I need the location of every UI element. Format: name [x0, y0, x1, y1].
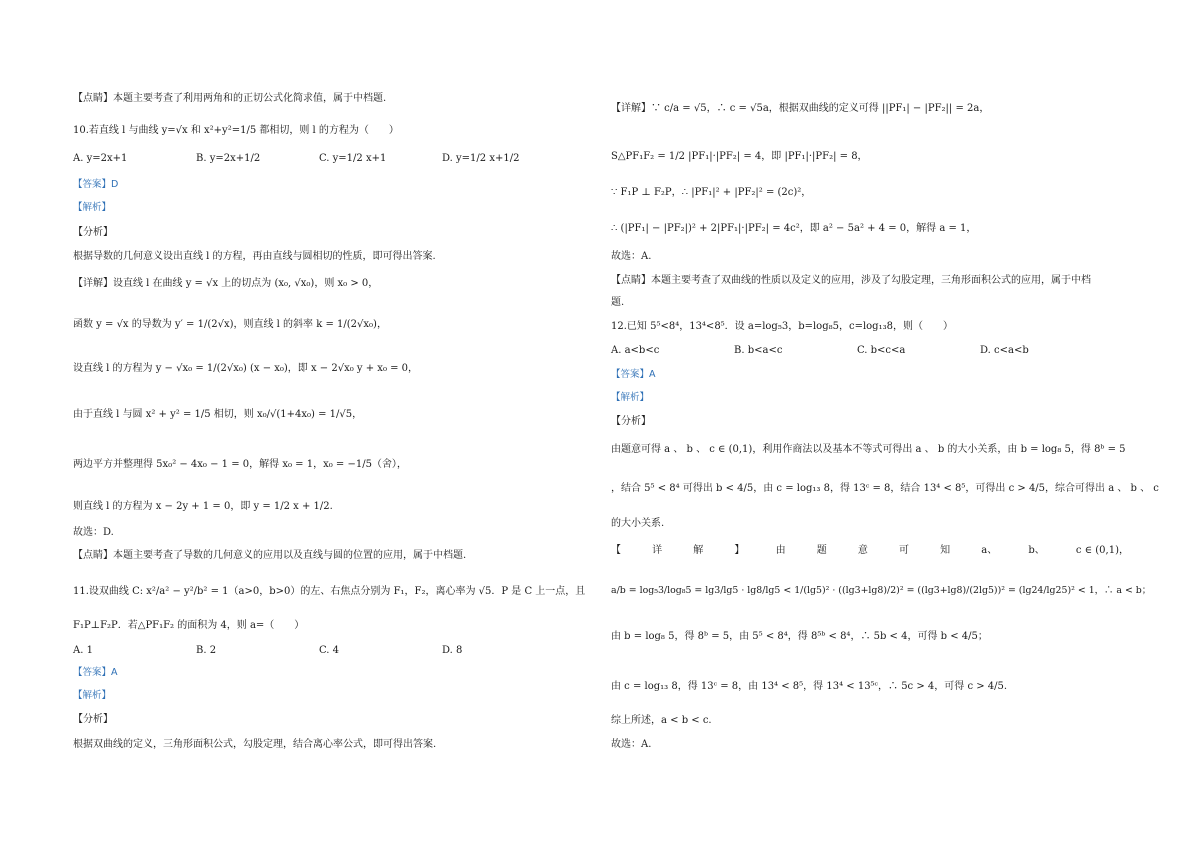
q10-detail-4: 由于直线 l 与圆 x² + y² = 1/5 相切，则 x₀/√(1+4x₀) = 1/√5，: [73, 409, 363, 420]
q10-stem: 10.若直线 l 与曲线 y=√x 和 x²+y²=1/5 都相切，则 l 的方程为（ ）: [73, 125, 399, 136]
q12-summary: 综上所述，a < b < c.: [611, 715, 712, 726]
q11-detail-2: S△PF₁F₂ = 1/2 |PF₁|·|PF₂| = 4，即 |PF₁|·|PF₂| = 8，: [611, 151, 868, 162]
q11-stem-2: F₁P⊥F₂P．若△PF₁F₂ 的面积为 4，则 a=（ ）: [73, 620, 305, 631]
q12-fenxi-2: ，结合 5⁵ < 8⁴ 可得出 b < 4/5，由 c = log₁₃ 8，得 13ᶜ = 8，结合 13⁴ < 8⁵，可得出 c > 4/5，综合可得出 a 、 b 、 c: [611, 483, 1159, 494]
q10-answer: 【答案】D: [73, 179, 119, 190]
q12-detail-heading-part: 由: [775, 545, 786, 556]
q12-fenxi-3: 的大小关系.: [611, 518, 665, 529]
q12-stem: 12.已知 5⁵<8⁴，13⁴<8⁵．设 a=log₅3，b=log₈5，c=log₁₃8，则（ ）: [611, 321, 953, 332]
q12-detail-1: a/b = log₅3/log₈5 = lg3/lg5 · lg8/lg5 < 1/(lg5)² · ((lg3+lg8)/2)² = ((lg3+lg8)/(2lg5))² = (lg24/lg25)² < 1，∴ a < b；: [611, 585, 1152, 596]
q10-comment: 【点睛】本题主要考查了导数的几何意义的应用以及直线与圆的位置的应用，属于中档题.: [73, 550, 467, 561]
q10-option-d: D. y=1/2 x+1/2: [442, 153, 520, 164]
q12-option-d: D. c<a<b: [980, 345, 1029, 356]
q11-comment-2: 题.: [611, 297, 625, 308]
q11-option-a: A. 1: [73, 645, 93, 656]
q12-detail-2: 由 b = log₈ 5，得 8ᵇ = 5，由 5⁵ < 8⁴，得 8⁵ᵇ < 8⁴，∴ 5b < 4，可得 b < 4/5；: [611, 631, 988, 642]
q12-detail-heading-part: 】: [734, 545, 745, 556]
q10-option-b: B. y=2x+1/2: [196, 153, 261, 164]
q12-detail-heading-part: 详: [652, 545, 663, 556]
q12-conclusion: 故选：A.: [611, 739, 652, 750]
q10-detail-2: 函数 y = √x 的导数为 y′ = 1/(2√x)，则直线 l 的斜率 k = 1/(2√x₀)，: [73, 319, 387, 330]
q11-comment: 【点睛】本题主要考查了双曲线的性质以及定义的应用，涉及了勾股定理，三角形面积公式的应用，属于中档: [611, 275, 1091, 286]
q11-option-d: D. 8: [442, 645, 463, 656]
q11-detail-4: ∴ (|PF₁| − |PF₂|)² + 2|PF₁|·|PF₂| = 4c²，即 a² − 5a² + 4 = 0，解得 a = 1，: [611, 223, 977, 234]
q12-analysis-label: 【解析】: [611, 392, 650, 403]
q10-fenxi-label: 【分析】: [73, 227, 113, 238]
q12-detail-heading-part: c ∈ (0,1)，: [1075, 545, 1129, 556]
q12-detail-heading-part: a、: [981, 545, 998, 556]
q12-detail-heading-part: 解: [693, 545, 704, 556]
q12-fenxi-label: 【分析】: [611, 416, 651, 427]
q11-stem: 11.设双曲线 C: x²/a² − y²/b² = 1（a>0，b>0）的左、右焦点分别为 F₁，F₂，离心率为 √5．P 是 C 上一点，且: [73, 586, 586, 597]
q10-detail-3: 设直线 l 的方程为 y − √x₀ = 1/(2√x₀) (x − x₀)，即 x − 2√x₀ y + x₀ = 0，: [73, 363, 419, 374]
q12-detail-heading-part: 【: [611, 545, 621, 556]
q11-conclusion: 故选：A.: [611, 251, 652, 262]
q12-option-a: A. a<b<c: [611, 345, 660, 356]
q11-option-c: C. 4: [319, 645, 340, 656]
q12-detail-heading-part: 可: [898, 545, 909, 556]
q10-detail-1: 【详解】设直线 l 在曲线 y = √x 上的切点为 (x₀, √x₀)，则 x₀ > 0，: [73, 278, 379, 289]
q11-fenxi-text: 根据双曲线的定义，三角形面积公式，勾股定理，结合离心率公式，即可得出答案.: [73, 739, 437, 750]
q10-option-a: A. y=2x+1: [73, 153, 128, 164]
q10-detail-6: 则直线 l 的方程为 x − 2y + 1 = 0，即 y = 1/2 x + 1/2.: [73, 501, 333, 512]
q12-detail-heading-part: 知: [940, 545, 951, 556]
q12-answer: 【答案】A: [611, 369, 656, 380]
q11-detail-3: ∵ F₁P ⊥ F₂P，∴ |PF₁|² + |PF₂|² = (2c)²，: [611, 187, 812, 198]
q11-analysis-label: 【解析】: [73, 690, 112, 701]
q10-conclusion: 故选：D.: [73, 527, 114, 538]
q11-option-b: B. 2: [196, 645, 217, 656]
q12-detail-3: 由 c = log₁₃ 8，得 13ᶜ = 8，由 13⁴ < 8⁵，得 13⁴ < 13⁵ᶜ，∴ 5c > 4，可得 c > 4/5.: [611, 681, 1008, 692]
q12-detail-heading-part: 题: [816, 545, 827, 556]
q12-option-b: B. b<a<c: [734, 345, 783, 356]
q12-detail-heading-part: b、: [1028, 545, 1045, 556]
q12-detail-heading-part: 意: [857, 545, 868, 556]
q11-detail-1: 【详解】∵ c/a = √5，∴ c = √5a，根据双曲线的定义可得 ||PF₁| − |PF₂|| = 2a，: [611, 103, 990, 114]
q9-comment: 【点睛】本题主要考查了利用两角和的正切公式化简求值，属于中档题.: [73, 93, 387, 104]
q12-option-c: C. b<c<a: [857, 345, 906, 356]
q12-detail-heading: [611, 544, 1129, 558]
q10-analysis-label: 【解析】: [73, 202, 112, 213]
q10-option-c: C. y=1/2 x+1: [319, 153, 387, 164]
q11-answer: 【答案】A: [73, 667, 118, 678]
q10-detail-5: 两边平方并整理得 5x₀² − 4x₀ − 1 = 0，解得 x₀ = 1，x₀ = −1/5（舍），: [73, 459, 407, 470]
q11-fenxi-label: 【分析】: [73, 714, 113, 725]
q12-fenxi-1: 由题意可得 a 、 b 、 c ∈ (0,1)，利用作商法以及基本不等式可得出 a 、 b 的大小关系，由 b = log₈ 5，得 8ᵇ = 5: [611, 444, 1126, 455]
q10-fenxi-text: 根据导数的几何意义设出直线 l 的方程，再由直线与圆相切的性质，即可得出答案.: [73, 251, 436, 262]
